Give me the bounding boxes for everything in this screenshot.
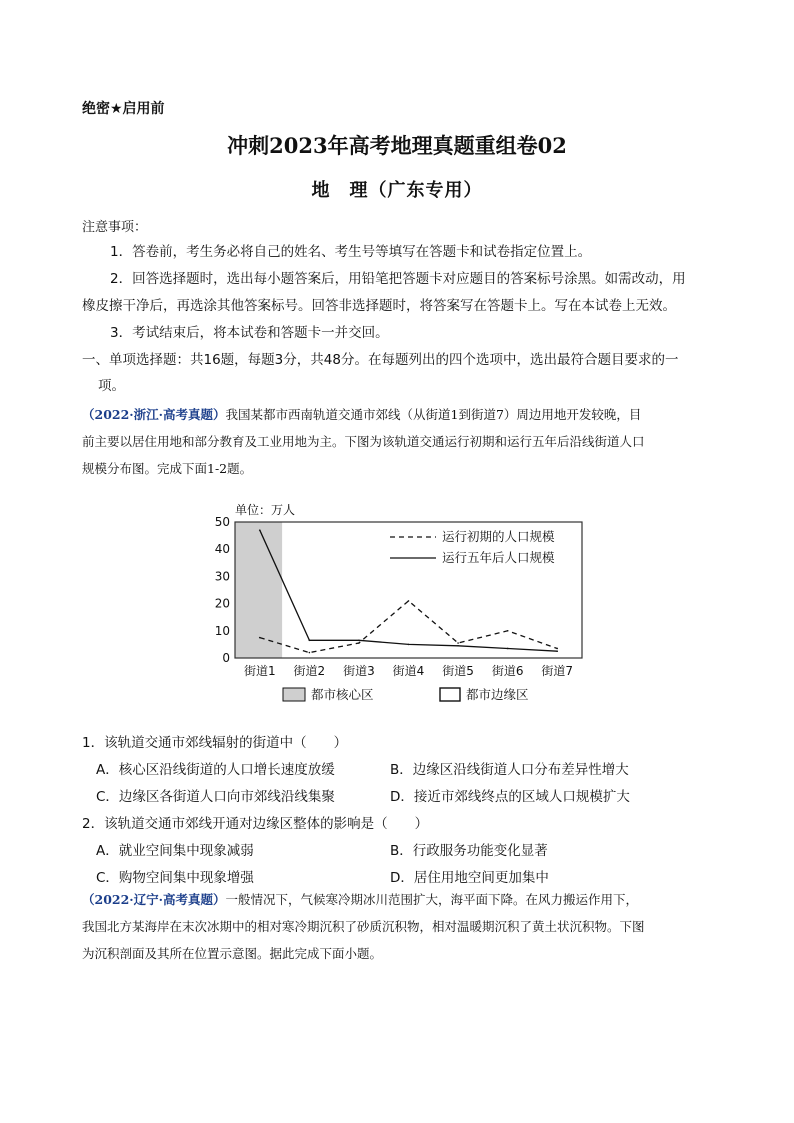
passage-1-line-2: 前主要以居住用地和部分教育及工业用地为主。下图为该轨道交通运行初期和运行五年后沿线街道人口 xyxy=(82,434,645,449)
note-item-2-continued: 橡皮擦干净后，再选涂其他答案标号。回答非选择题时，将答案写在答题卡上。写在本试卷上无效。 xyxy=(82,298,676,314)
population-chart xyxy=(200,495,600,715)
legend-core-label: 都市核心区 xyxy=(311,687,374,702)
y-tick-label: 50 xyxy=(214,515,230,529)
y-tick-label: 10 xyxy=(214,623,230,638)
data-point xyxy=(408,644,410,646)
page-subtitle: 地 理（广东专用） xyxy=(311,180,483,201)
data-point xyxy=(408,600,410,602)
x-tick-label: 街道3 xyxy=(343,664,375,678)
passage-1 xyxy=(82,401,718,482)
passage-1-source-tag: （2022·浙江·高考真题） xyxy=(82,407,226,422)
question-1-option-c[interactable]: C．边缘区各街道人口向市郊线沿线集聚 xyxy=(96,789,335,805)
x-tick-label: 街道6 xyxy=(491,664,524,678)
section-heading: 一、单项选择题：共16题，每题3分，共48分。在每题列出的四个选项中，选出最符合题目要求的一 xyxy=(82,352,679,368)
data-point xyxy=(556,648,558,650)
x-tick-label: 街道2 xyxy=(293,664,326,678)
data-point xyxy=(556,650,558,652)
data-point xyxy=(259,637,261,639)
passage-1-line-3: 规模分布图。完成下面1-2题。 xyxy=(82,461,253,476)
note-item-2: 2．回答选择题时，选出每小题答案后，用铅笔把答题卡对应题目的答案标号涂黑。如需改动，用 xyxy=(110,271,686,287)
data-point xyxy=(358,640,360,642)
page-title: 冲刺2023年高考地理真题重组卷02 xyxy=(227,133,567,158)
x-tick-label: 街道1 xyxy=(243,664,276,678)
question-2-option-b[interactable]: B．行政服务功能变化显著 xyxy=(390,843,548,859)
y-tick-label: 30 xyxy=(214,569,230,584)
x-tick-label: 街道5 xyxy=(442,664,474,678)
note-item-3: 3．考试结束后，将本试卷和答题卡一并交回。 xyxy=(110,325,389,341)
passage-1-line-1: 我国某都市西南轨道交通市郊线（从街道1到街道7）周边用地开发较晚，目 xyxy=(225,407,642,422)
data-point xyxy=(358,642,360,644)
question-2-option-a[interactable]: A．就业空间集中现象减弱 xyxy=(96,843,254,859)
section-heading-continued: 项。 xyxy=(98,378,125,394)
x-tick-label: 街道4 xyxy=(392,664,425,678)
question-1-option-d[interactable]: D．接近市郊线终点的区域人口规模扩大 xyxy=(390,789,630,805)
question-1-stem: 1．该轨道交通市郊线辐射的街道中（ ） xyxy=(82,735,348,751)
legend-label: 运行初期的人口规模 xyxy=(442,529,555,544)
note-item-1: 1．答卷前，考生务必将自己的姓名、考生号等填写在答题卡和试卷指定位置上。 xyxy=(110,244,592,260)
y-tick-label: 40 xyxy=(214,542,230,557)
data-point xyxy=(259,529,261,531)
passage-2 xyxy=(82,886,718,967)
confidential-label: 绝密★启用前 xyxy=(82,101,165,117)
data-point xyxy=(309,640,311,642)
passage-2-line-2: 我国北方某海岸在末次冰期中的相对寒冷期沉积了砂质沉积物，相对温暖期沉积了黄土状沉积物。下图 xyxy=(82,919,645,934)
data-point xyxy=(309,652,311,654)
core-area-shading xyxy=(235,522,282,658)
y-tick-label: 20 xyxy=(214,596,230,611)
unit-label: 单位：万人 xyxy=(235,503,296,517)
passage-2-line-1: 一般情况下，气候寒冷期冰川范围扩大，海平面下降。在风力搬运作用下， xyxy=(225,892,639,907)
question-1-option-a[interactable]: A．核心区沿线街道的人口增长速度放缓 xyxy=(96,762,335,778)
legend-label: 运行五年后人口规模 xyxy=(442,550,555,565)
data-point xyxy=(457,642,459,644)
legend-edge-swatch xyxy=(440,688,460,701)
question-2-stem: 2．该轨道交通市郊线开通对边缘区整体的影响是（ ） xyxy=(82,816,429,832)
passage-2-source-tag: （2022·辽宁·高考真题） xyxy=(82,892,226,907)
question-2-option-c[interactable]: C．购物空间集中现象增强 xyxy=(96,870,254,886)
population-chart-svg xyxy=(200,495,600,715)
y-tick-label: 0 xyxy=(222,651,230,665)
notes-heading: 注意事项： xyxy=(82,220,148,235)
data-point xyxy=(507,630,509,632)
question-2-option-d[interactable]: D．居住用地空间更加集中 xyxy=(390,870,549,886)
data-point xyxy=(507,648,509,650)
passage-2-line-3: 为沉积剖面及其所在位置示意图。据此完成下面小题。 xyxy=(82,946,383,961)
data-point xyxy=(457,645,459,647)
legend-edge-label: 都市边缘区 xyxy=(466,687,529,702)
question-1-option-b[interactable]: B．边缘区沿线街道人口分布差异性增大 xyxy=(390,762,629,778)
legend-core-swatch xyxy=(283,688,305,701)
x-tick-label: 街道7 xyxy=(541,664,574,678)
